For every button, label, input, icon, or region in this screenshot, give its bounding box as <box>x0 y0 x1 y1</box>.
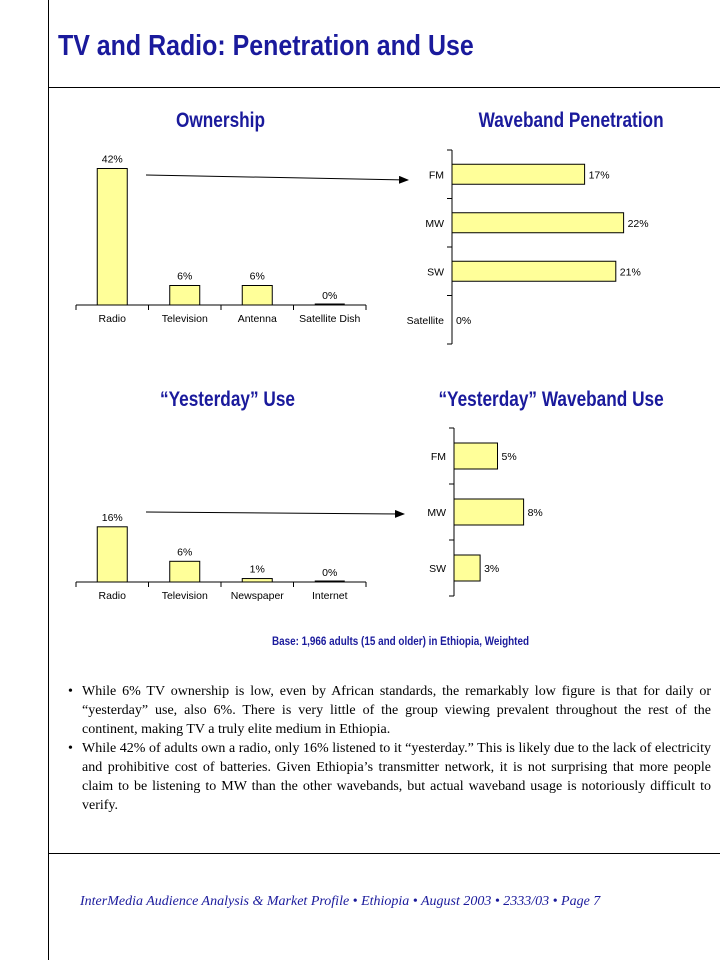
x-tick-label: Radio <box>98 590 126 602</box>
bar <box>452 213 624 233</box>
x-tick-label: Television <box>161 590 208 602</box>
commentary-bullet: • While 6% TV ownership is low, even by African standards, the remarkably low figure is that for daily or “yesterday” use, also 6%. There is very little of the group viewing prevalent throughout the rest of the continent, making TV a truly elite medium in Ethiopia. <box>68 682 711 739</box>
bar <box>170 286 200 306</box>
data-label: 5% <box>501 451 517 463</box>
yesterday-use-chart <box>76 512 366 602</box>
y-tick-label: MW <box>427 507 446 519</box>
bar <box>454 443 498 469</box>
bar <box>452 261 616 281</box>
data-label: 8% <box>527 507 543 519</box>
y-tick-label: MW <box>425 217 444 230</box>
bar <box>97 169 127 306</box>
x-tick-label: Internet <box>311 590 348 602</box>
bar <box>242 579 272 582</box>
bar <box>242 286 272 306</box>
bar <box>97 527 127 582</box>
y-tick-label: SW <box>429 563 446 575</box>
page-title: TV and Radio: Penetration and Use <box>58 30 474 62</box>
yesterday-use-chart-title: “Yesterday” Use <box>160 388 295 411</box>
x-tick-label: Antenna <box>237 313 277 325</box>
page-footer: InterMedia Audience Analysis & Market Profile • Ethiopia • August 2003 • 2333/03 • Page 7 <box>80 894 601 909</box>
data-label: 6% <box>177 270 193 283</box>
x-tick-label: Television <box>161 313 208 325</box>
yesterday-waveband-chart <box>427 428 542 596</box>
footer-divider <box>48 853 720 854</box>
data-label: 6% <box>249 270 265 283</box>
data-label: 17% <box>588 169 610 182</box>
data-label: 1% <box>249 563 265 576</box>
data-label: 3% <box>484 563 500 575</box>
bar <box>454 499 524 525</box>
ownership-chart-title: Ownership <box>176 109 265 132</box>
x-tick-label: Satellite Dish <box>299 313 361 325</box>
commentary-list <box>68 682 711 815</box>
y-tick-label: FM <box>430 451 446 463</box>
y-tick-label: SW <box>427 266 444 279</box>
data-label: 42% <box>101 153 123 166</box>
commentary-bullet: • While 42% of adults own a radio, only 16% listened to it “yesterday.” This is likely due to the lack of electricity and prohibitive cost of batteries. Given Ethiopia’s transmitter network, it is not surprising that more people claim to be listening to MW than the other wavebands, but actual waveband usage is notoriously difficult to verify. <box>68 739 711 815</box>
data-label: 0% <box>456 314 472 327</box>
ownership-to-waveband-arrow <box>146 175 408 180</box>
base-note: Base: 1,966 adults (15 and older) in Ethiopia, Weighted <box>272 636 530 648</box>
bar <box>454 555 480 581</box>
y-tick-label: Satellite <box>406 314 444 327</box>
x-tick-label: Newspaper <box>230 590 284 602</box>
y-tick-label: FM <box>428 169 444 182</box>
data-label: 21% <box>619 266 641 279</box>
ownership-chart <box>76 154 366 326</box>
data-label: 22% <box>627 217 649 230</box>
x-tick-label: Radio <box>98 313 126 325</box>
waveband-penetration-chart <box>407 150 649 344</box>
data-label: 6% <box>177 546 193 559</box>
data-label: 0% <box>322 290 338 302</box>
data-label: 16% <box>101 511 123 524</box>
yesterday-waveband-chart-title: “Yesterday” Waveband Use <box>438 388 664 411</box>
bar <box>452 164 585 184</box>
bar <box>170 561 200 582</box>
use-to-waveband-arrow <box>146 512 404 514</box>
data-label: 0% <box>322 567 338 579</box>
waveband-penetration-chart-title: Waveband Penetration <box>479 109 664 132</box>
